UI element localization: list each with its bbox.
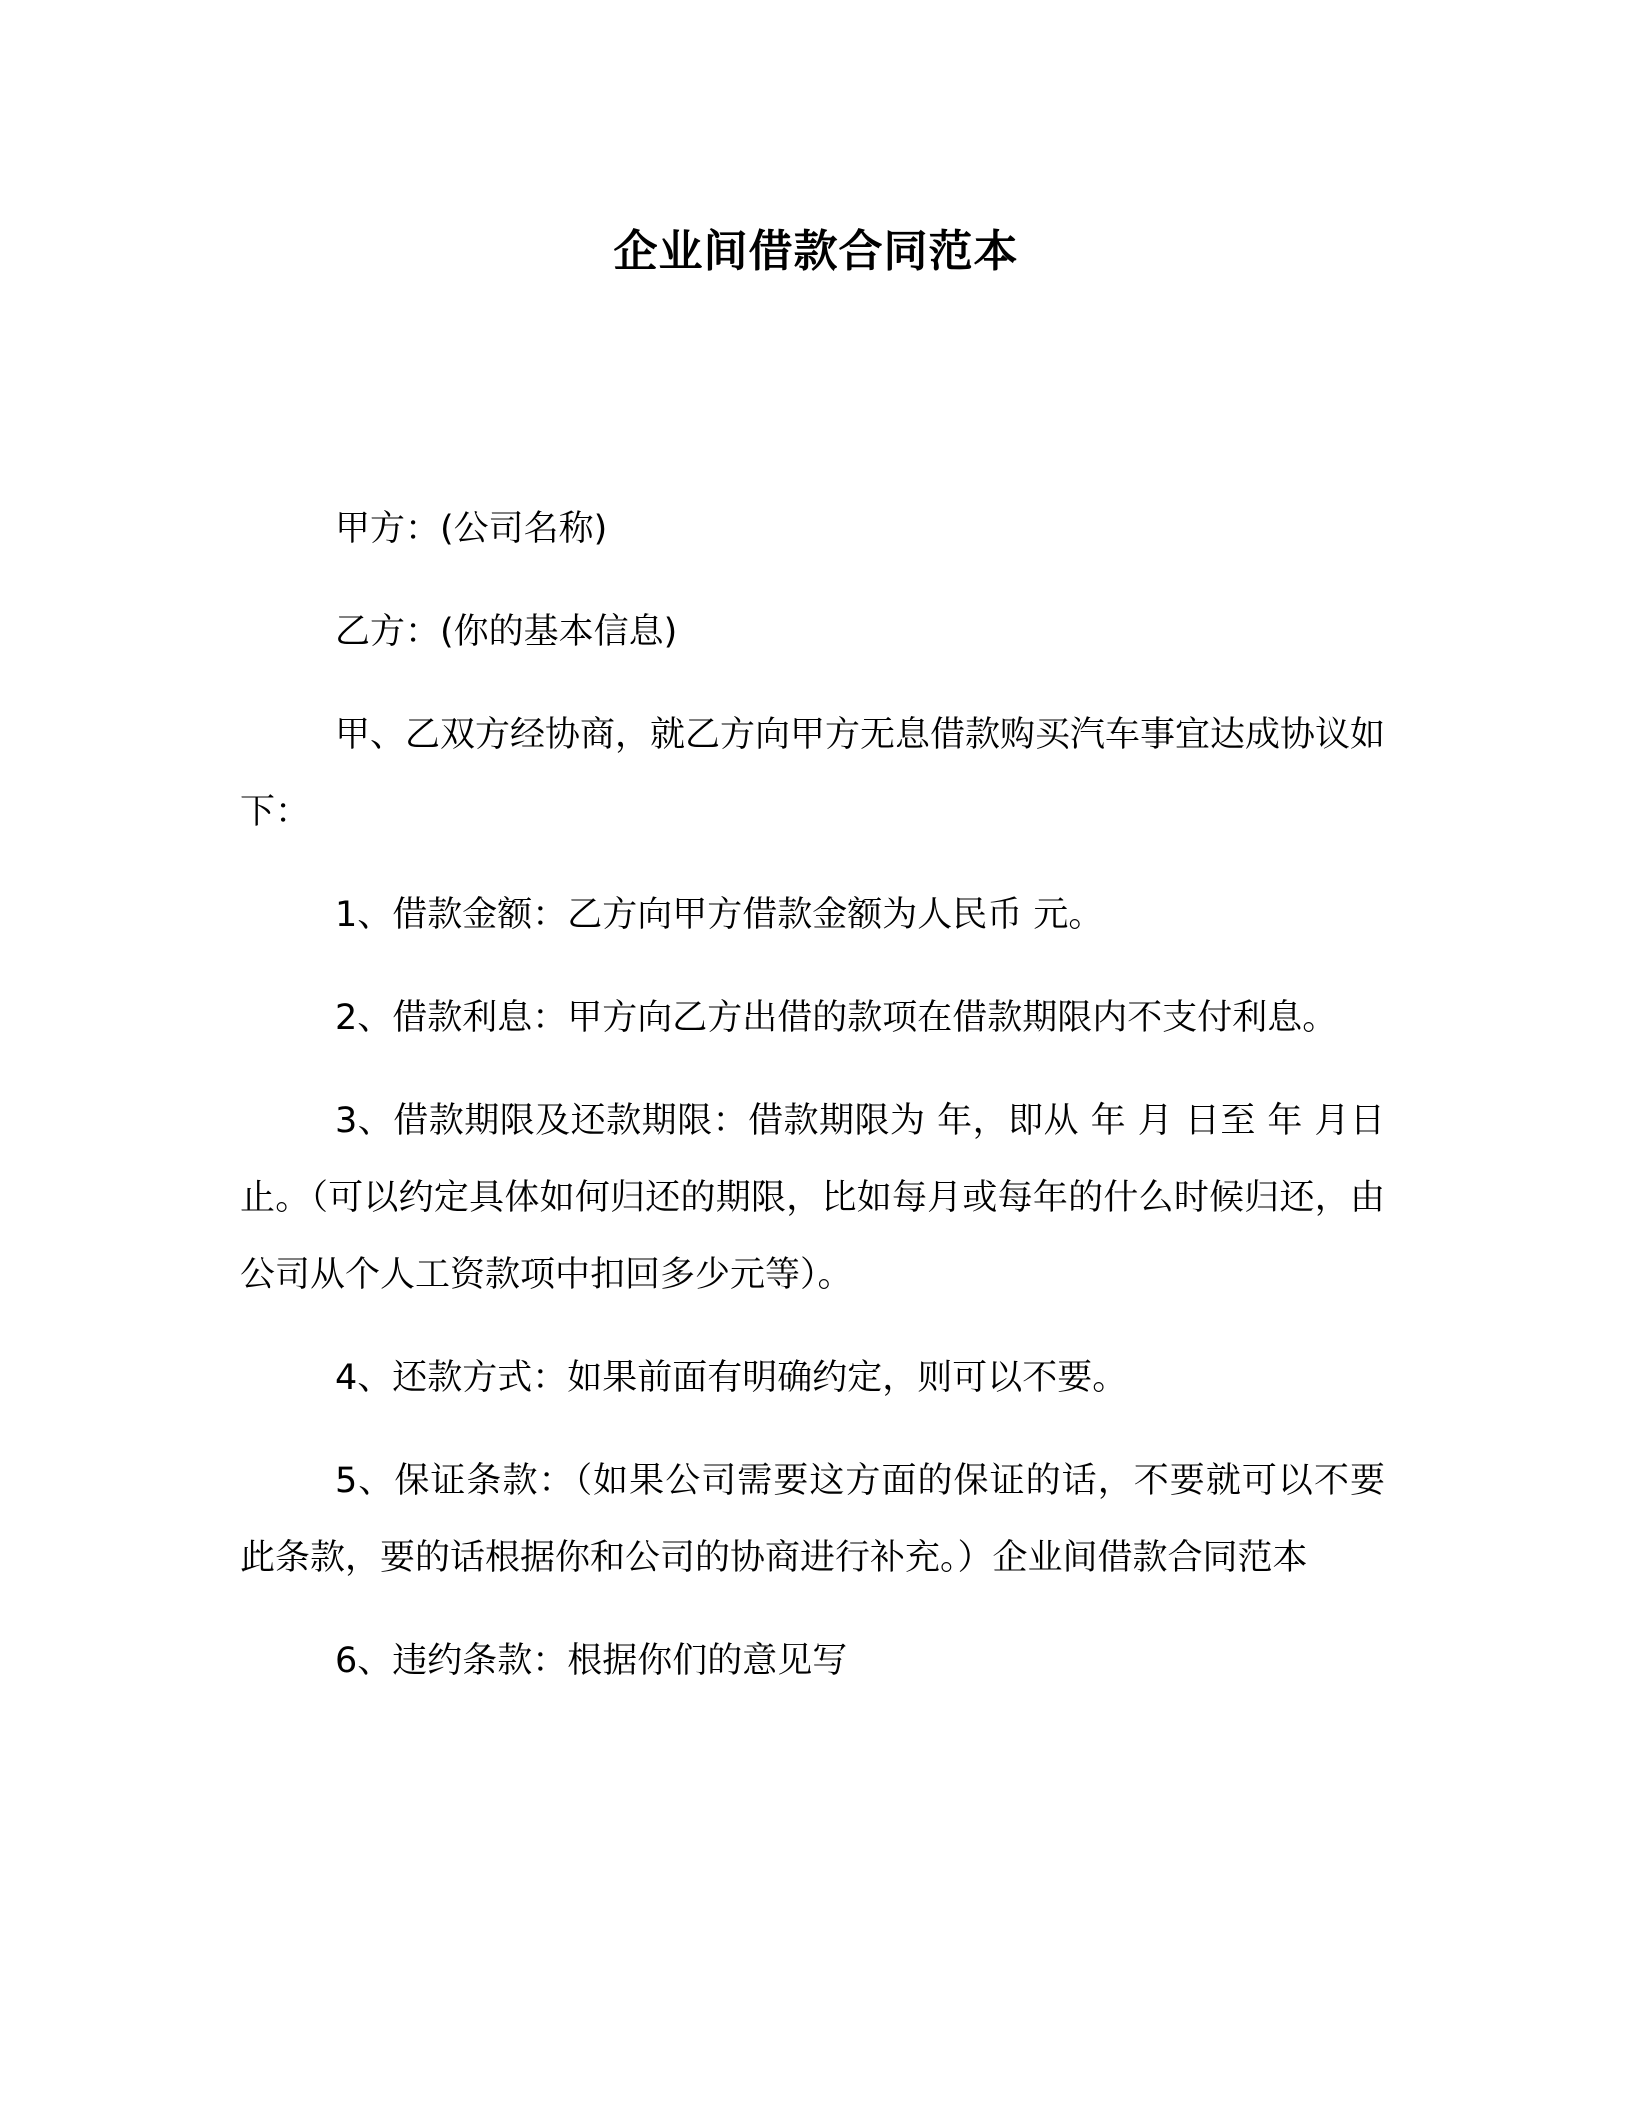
clause-loan-amount: 1、借款金额：乙方向甲方借款金额为人民币 元。 — [335, 895, 1104, 935]
clause-loan-term: 3、借款期限及还款期限：借款期限为 年，即从 年 月 日至 年 月日止。（可以约定具体如何归还的期限，比如每月或每年的什么时候归还，由公司从个人工资款项中扣回多少元等）。 — [240, 1101, 1385, 1295]
party-b-line: 乙方：(你的基本信息) — [335, 612, 678, 652]
clause-repayment-method: 4、还款方式：如果前面有明确约定，则可以不要。 — [335, 1358, 1128, 1398]
clause-breach: 6、违约条款：根据你们的意见写 — [335, 1641, 848, 1681]
clause-loan-interest: 2、借款利息：甲方向乙方出借的款项在借款期限内不支付利息。 — [335, 998, 1338, 1038]
clause-guarantee: 5、保证条款：（如果公司需要这方面的保证的话，不要就可以不要此条款，要的话根据你和公司的协商进行补充。）企业间借款合同范本 — [240, 1461, 1385, 1578]
document-title: 企业间借款合同范本 — [613, 226, 1019, 277]
document-body — [240, 491, 1385, 1726]
party-a-line: 甲方：(公司名称) — [335, 509, 608, 549]
agreement-intro: 甲、乙双方经协商，就乙方向甲方无息借款购买汽车事宜达成协议如下： — [240, 715, 1386, 832]
